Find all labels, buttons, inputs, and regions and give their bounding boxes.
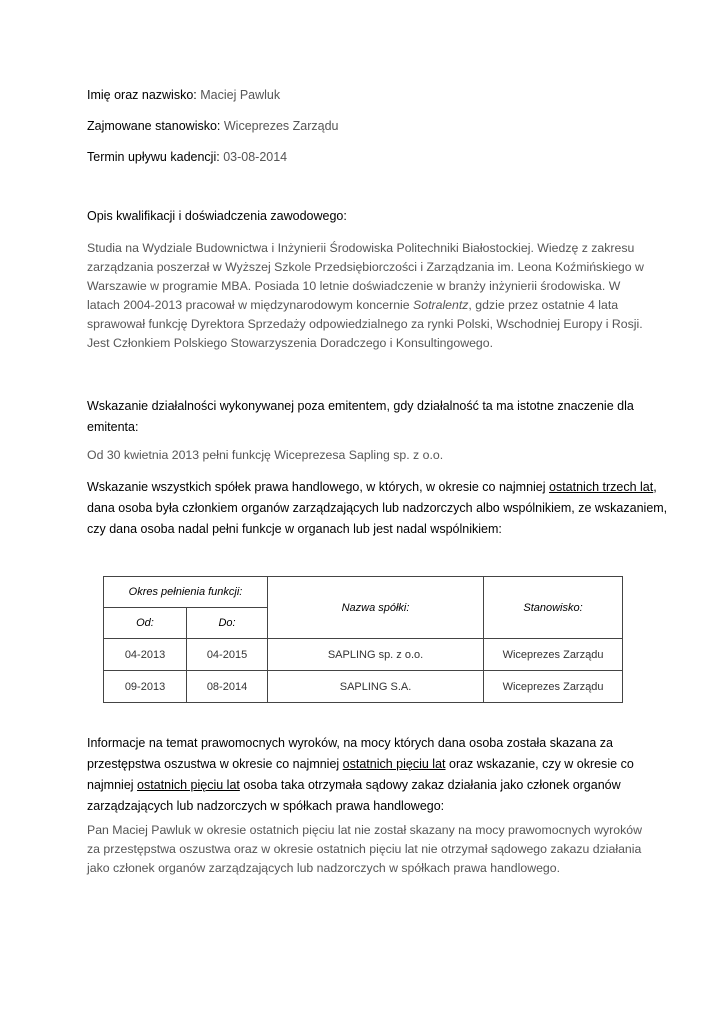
field-position: Zajmowane stanowisko: Wiceprezes Zarządu [87,119,339,133]
position-header: Stanowisko: [484,577,623,639]
companies-table [103,576,623,703]
company-header: Nazwa spółki: [268,577,484,639]
table-row: 09-2013 08-2014 SAPLING S.A. Wiceprezes Zarządu [104,671,623,703]
from-header: Od: [104,608,187,639]
table-row: 04-2013 04-2015 SAPLING sp. z o.o. Wiceprezes Zarządu [104,639,623,671]
companies-heading: Wskazanie wszystkich spółek prawa handlowego, w których, w okresie co najmniej ostatnich trzech lat, dana osoba była członkiem organów zarządzających lub nadzorczych albo wspólnikiem, ze wskazaniem, czy dana osoba nadal pełni funkcje w organach lub jest nadal wspólnikiem: [87,480,668,536]
judgments-answer: Pan Maciej Pawluk w okresie ostatnich pięciu lat nie został skazany na mocy prawomocnych wyroków za przestępstwa oszustwa oraz w okresie ostatnich pięciu lat nie otrzymał sądowego zakazu działania jako członek organów zarządzających lub nadzorczych w spółkach prawa handlowego. [87,823,642,875]
field-position-label: Zajmowane stanowisko [87,119,217,133]
company-name-italic: Sotralentz [413,298,469,312]
field-name: Imię oraz nazwisko: Maciej Pawluk [87,88,281,102]
field-term-value: 03-08-2014 [223,150,288,164]
field-name-label: Imię oraz nazwisko [87,88,194,102]
activity-text: Od 30 kwietnia 2013 pełni funkcję Wiceprezesa Sapling sp. z o.o. [87,448,444,462]
judgments-heading: Informacje na temat prawomocnych wyroków, na mocy których dana osoba została skazana za przestępstwa oszustwa w okresie co najmniej ostatnich pięciu lat oraz wskazanie, czy w okresie co najmniej ostatnich pięciu lat osoba taka otrzymała sądowy zakaz działania jako członek organów zarządzających lub nadzorczych w spółkach prawa handlowego: [87,736,634,813]
qualifications-text: Studia na Wydziale Budownictwa i Inżynierii Środowiska Politechniki Białostockiej. Wiedzę z zakresu zarządzania poszerzał w Wyższej Szkole Przedsiębiorczości i Zarządzania im. Leona Koźmińskiego w Warszawie w programie MBA. Posiada 10 letnie doświadczenie w branży inżynierii środowiska. W latach 2004-2013 pracował w międzynarodowym koncernie Sotralentz, gdzie przez ostatnie 4 lata sprawował funkcję Dyrektora Sprzedaży odpowiedzialnego za rynki Polski, Wschodniej Europy i Rosji. Jest Członkiem Polskiego Stowarzyszenia Doradczego i Konsultingowego. [87,241,644,350]
field-term: Termin upływu kadencji: 03-08-2014 [87,150,288,164]
to-header: Do: [187,608,268,639]
field-term-label: Termin upływu kadencji [87,150,217,164]
period-header: Okres pełnienia funkcji: [104,577,268,608]
activity-heading: Wskazanie działalności wykonywanej poza emitentem, gdy działalność ta ma istotne znaczenie dla emitenta: [87,399,634,434]
field-position-value: Wiceprezes Zarządu [223,119,339,133]
field-name-value: Maciej Pawluk [200,88,281,102]
qualifications-heading: Opis kwalifikacji i doświadczenia zawodowego: [87,209,347,223]
